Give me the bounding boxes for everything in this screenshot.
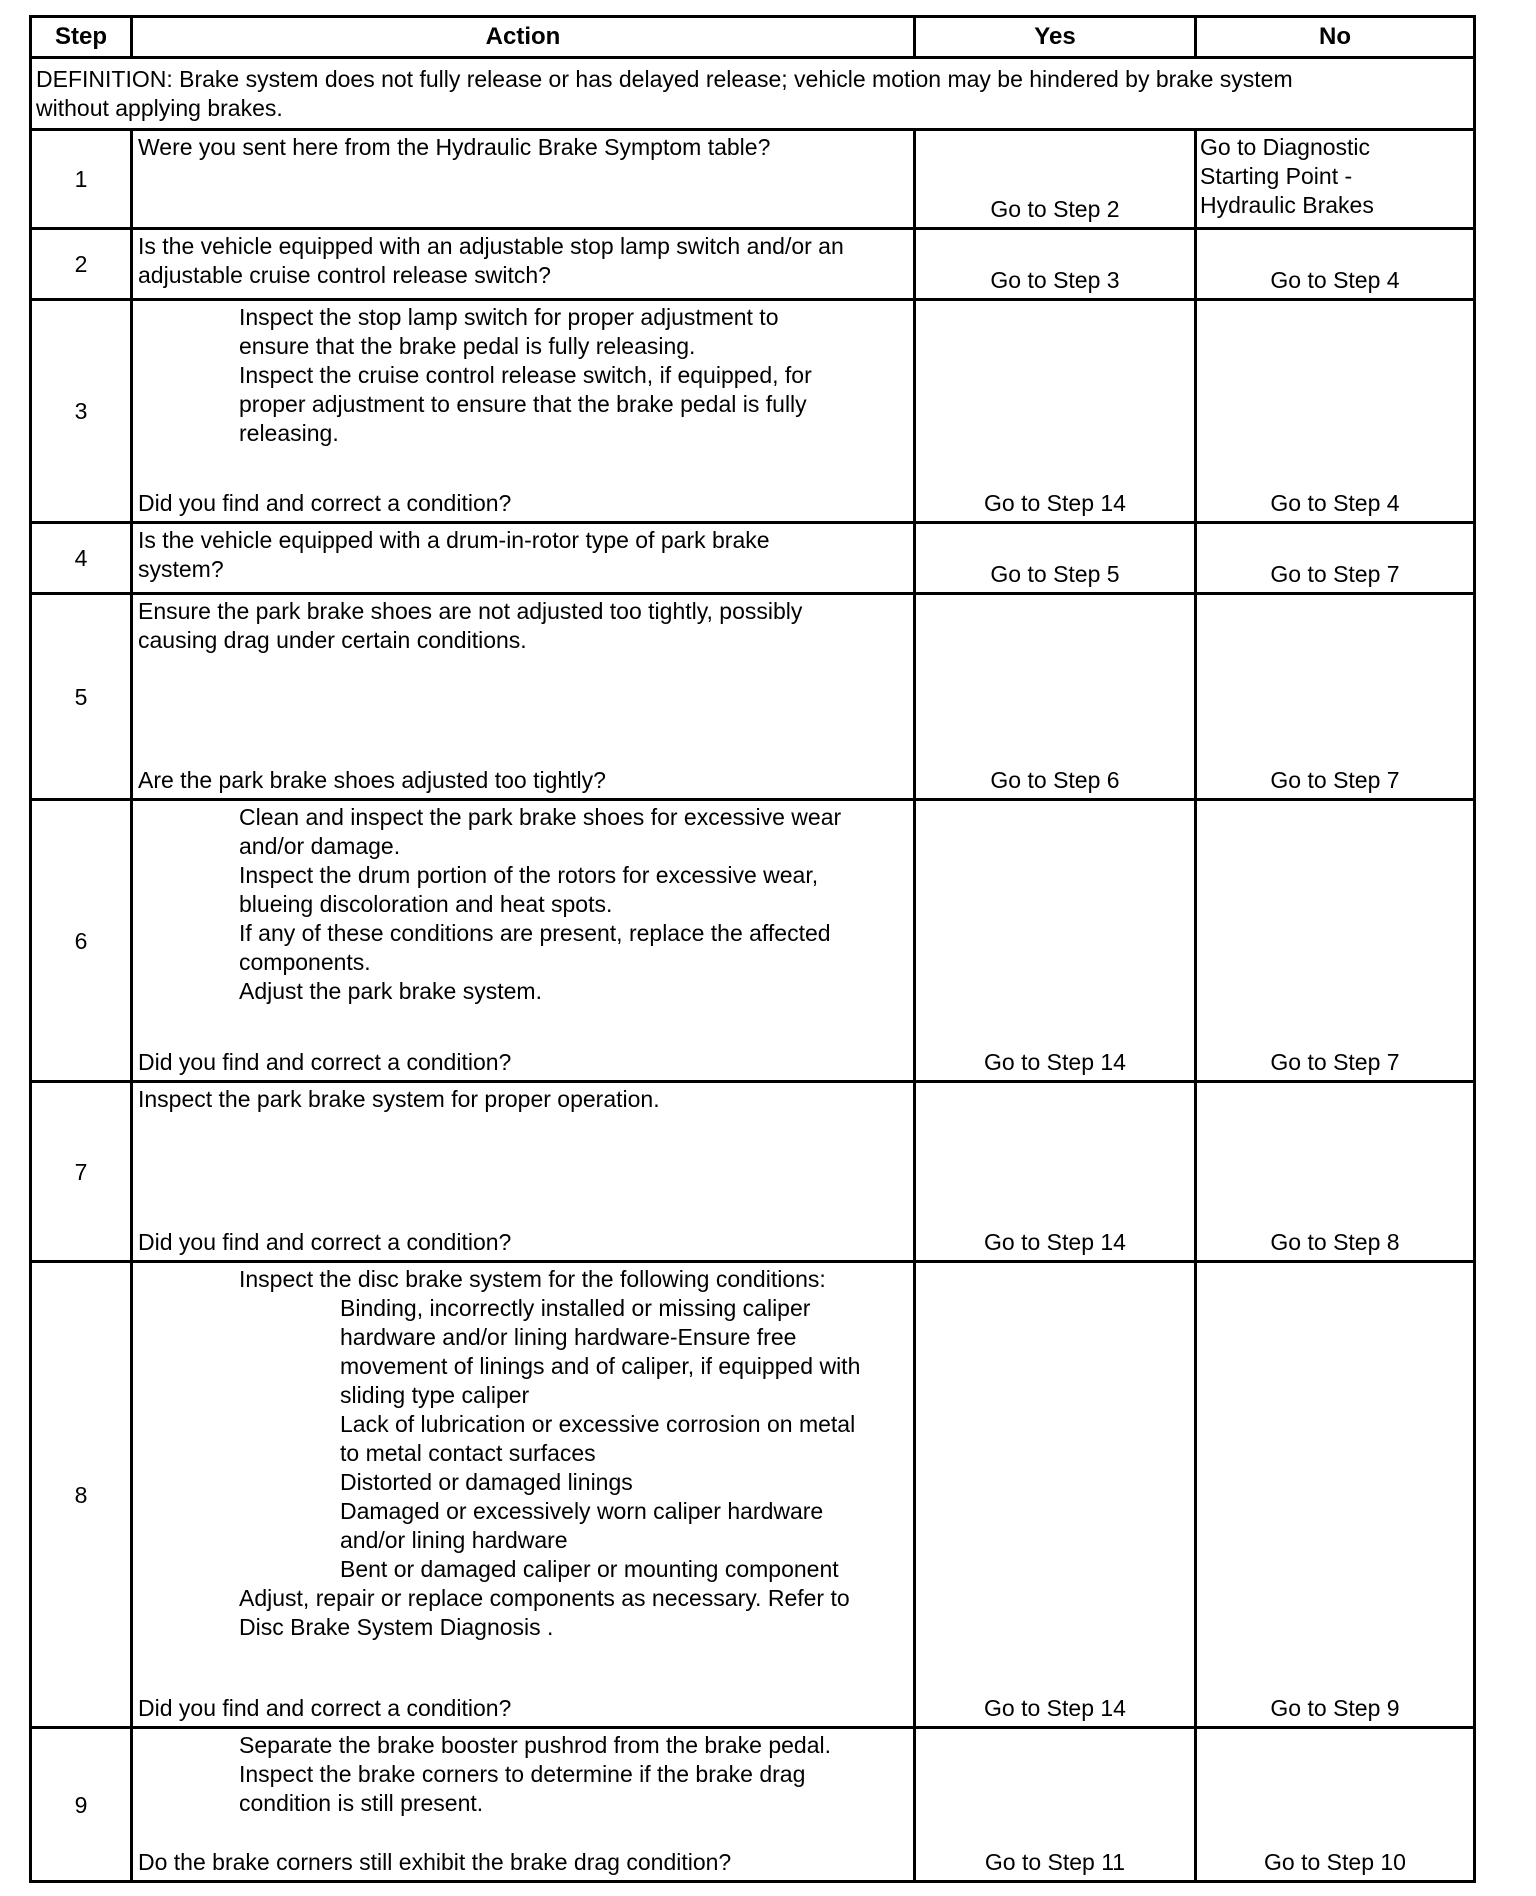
no-action bbox=[1197, 1694, 1473, 1723]
action-line: Inspect the brake corners to determine if the brake drag bbox=[239, 1761, 806, 1787]
no-action bbox=[1197, 266, 1473, 295]
diagnostic-table bbox=[29, 15, 1476, 1883]
definition-line: without applying brakes. bbox=[36, 95, 283, 121]
action-line: condition is still present. bbox=[239, 1790, 484, 1816]
definition-line: DEFINITION: Brake system does not fully release or has delayed release; vehicle motion may be hindered by brake system bbox=[36, 66, 1293, 92]
row-divider bbox=[32, 298, 1473, 301]
no-action-line: Go to Step 4 bbox=[1270, 267, 1400, 293]
no-action-line: Hydraulic Brakes bbox=[1200, 192, 1374, 218]
step-number: 6 bbox=[74, 928, 88, 954]
action-line: Ensure the park brake shoes are not adjusted too tightly, possibly bbox=[138, 598, 803, 624]
action-line: Inspect the stop lamp switch for proper adjustment to bbox=[239, 304, 779, 330]
no-action bbox=[1197, 1048, 1473, 1077]
step-number: 8 bbox=[74, 1482, 88, 1508]
action-line: Disc Brake System Diagnosis . bbox=[239, 1614, 554, 1640]
action-line: Lack of lubrication or excessive corrosion on metal bbox=[340, 1411, 856, 1437]
action-line: Inspect the cruise control release switch, if equipped, for bbox=[239, 362, 812, 388]
yes-action: Go to Step 3 bbox=[990, 267, 1120, 293]
action-line: If any of these conditions are present, replace the affected bbox=[239, 920, 831, 946]
action-line: causing drag under certain conditions. bbox=[138, 627, 527, 653]
row-divider bbox=[32, 227, 1473, 230]
action-line: Inspect the drum portion of the rotors for excessive wear, bbox=[239, 862, 819, 888]
action-line: Binding, incorrectly installed or missing caliper bbox=[340, 1295, 811, 1321]
action-line: and/or damage. bbox=[239, 833, 401, 859]
definition-text bbox=[36, 65, 1466, 123]
row-divider bbox=[32, 592, 1473, 595]
no-action bbox=[1197, 766, 1473, 795]
row-divider bbox=[32, 521, 1473, 524]
no-action-line: Go to Step 10 bbox=[1264, 1849, 1406, 1875]
step-number: 1 bbox=[74, 166, 88, 192]
header-yes: Yes bbox=[1034, 23, 1076, 50]
no-action bbox=[1197, 489, 1473, 518]
step-number: 7 bbox=[74, 1159, 88, 1185]
yes-action: Go to Step 14 bbox=[984, 490, 1126, 516]
action-line: Were you sent here from the Hydraulic Brake Symptom table? bbox=[138, 134, 771, 160]
yes-action: Go to Step 5 bbox=[990, 561, 1120, 587]
yes-action: Go to Step 6 bbox=[990, 767, 1120, 793]
no-action-line: Go to Step 7 bbox=[1270, 1049, 1400, 1075]
row-divider bbox=[32, 1260, 1473, 1263]
step-number: 9 bbox=[74, 1792, 88, 1818]
no-action-line: Go to Diagnostic bbox=[1200, 134, 1371, 160]
row-divider bbox=[32, 798, 1473, 801]
no-action-line: Starting Point - bbox=[1200, 163, 1353, 189]
no-action bbox=[1200, 133, 1472, 220]
action-line: adjustable cruise control release switch? bbox=[138, 262, 551, 288]
yes-action: Go to Step 14 bbox=[984, 1695, 1126, 1721]
action-question: Did you find and correct a condition? bbox=[138, 1695, 512, 1721]
action-line: Separate the brake booster pushrod from the brake pedal. bbox=[239, 1732, 831, 1758]
no-action bbox=[1197, 1228, 1473, 1257]
action-line: proper adjustment to ensure that the brake pedal is fully bbox=[239, 391, 807, 417]
action-line: system? bbox=[138, 556, 224, 582]
no-action bbox=[1197, 1848, 1473, 1877]
no-action-line: Go to Step 9 bbox=[1270, 1695, 1400, 1721]
action-text bbox=[138, 597, 910, 655]
action-line: Is the vehicle equipped with a drum-in-rotor type of park brake bbox=[138, 527, 770, 553]
action-text bbox=[138, 1265, 910, 1642]
header-step: Step bbox=[54, 23, 107, 50]
action-text bbox=[138, 1085, 910, 1114]
yes-action: Go to Step 14 bbox=[984, 1229, 1126, 1255]
no-action-line: Go to Step 8 bbox=[1270, 1229, 1400, 1255]
yes-action: Go to Step 14 bbox=[984, 1049, 1126, 1075]
action-line: Damaged or excessively worn caliper hardware bbox=[340, 1498, 824, 1524]
no-action-line: Go to Step 7 bbox=[1270, 561, 1400, 587]
action-line: components. bbox=[239, 949, 371, 975]
action-line: Is the vehicle equipped with an adjustable stop lamp switch and/or an bbox=[138, 233, 844, 259]
no-action bbox=[1197, 560, 1473, 589]
action-line: sliding type caliper bbox=[340, 1382, 530, 1408]
action-line: Clean and inspect the park brake shoes for excessive wear bbox=[239, 804, 842, 830]
step-number: 4 bbox=[74, 545, 88, 571]
action-line: Inspect the park brake system for proper operation. bbox=[138, 1086, 660, 1112]
action-text bbox=[138, 133, 910, 162]
step-number: 3 bbox=[74, 398, 88, 424]
action-line: Adjust, repair or replace components as necessary. Refer to bbox=[239, 1585, 850, 1611]
no-action-line: Go to Step 7 bbox=[1270, 767, 1400, 793]
action-question: Did you find and correct a condition? bbox=[138, 1229, 512, 1255]
action-text bbox=[138, 803, 910, 1006]
action-line: Distorted or damaged linings bbox=[340, 1469, 633, 1495]
yes-action: Go to Step 11 bbox=[984, 1849, 1126, 1875]
step-number: 5 bbox=[74, 684, 88, 710]
action-line: blueing discoloration and heat spots. bbox=[239, 891, 613, 917]
action-text bbox=[138, 232, 910, 290]
row-divider bbox=[32, 1726, 1473, 1729]
yes-action: Go to Step 2 bbox=[990, 196, 1120, 222]
action-line: releasing. bbox=[239, 420, 339, 446]
row-divider bbox=[32, 1080, 1473, 1083]
action-line: Adjust the park brake system. bbox=[239, 978, 542, 1004]
action-line: movement of linings and of caliper, if equipped with bbox=[340, 1353, 861, 1379]
action-question: Did you find and correct a condition? bbox=[138, 490, 512, 516]
action-question: Do the brake corners still exhibit the brake drag condition? bbox=[138, 1849, 732, 1875]
action-line: hardware and/or lining hardware-Ensure free bbox=[340, 1324, 797, 1350]
header-action: Action bbox=[485, 23, 561, 50]
action-question: Are the park brake shoes adjusted too tightly? bbox=[138, 767, 606, 793]
action-line: Inspect the disc brake system for the following conditions: bbox=[239, 1266, 826, 1292]
action-line: and/or lining hardware bbox=[340, 1527, 568, 1553]
action-text bbox=[138, 303, 910, 448]
header-no: No bbox=[1319, 23, 1351, 50]
action-text bbox=[138, 1731, 910, 1818]
action-text bbox=[138, 526, 910, 584]
step-number: 2 bbox=[74, 251, 88, 277]
no-action-line: Go to Step 4 bbox=[1270, 490, 1400, 516]
action-line: to metal contact surfaces bbox=[340, 1440, 596, 1466]
action-question: Did you find and correct a condition? bbox=[138, 1049, 512, 1075]
action-line: Bent or damaged caliper or mounting component bbox=[340, 1556, 839, 1582]
action-line: ensure that the brake pedal is fully releasing. bbox=[239, 333, 696, 359]
